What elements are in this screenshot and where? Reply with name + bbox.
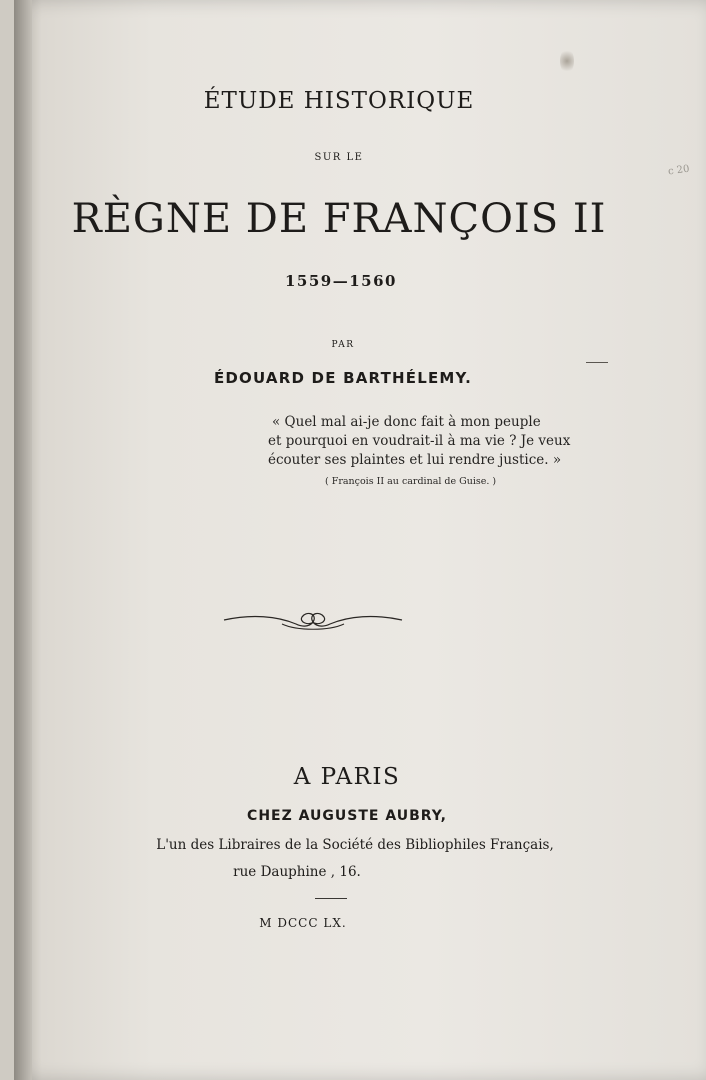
paper-stain <box>560 48 574 74</box>
epigraph-line: écouter ses plaintes et lui rendre justice. » <box>268 452 562 468</box>
pencil-margin-note: c 20 <box>667 163 691 178</box>
ornament-flourish-icon <box>222 604 404 634</box>
title-line-1: ÉTUDE HISTORIQUE <box>203 88 475 114</box>
title-line-2: SUR LE <box>314 152 364 163</box>
imprint-description: L'un des Libraires de la Société des Bibliophiles Français, <box>156 837 554 853</box>
epigraph-line: « Quel mal ai-je donc fait à mon peuple <box>272 414 541 430</box>
reign-dates: 1559—1560 <box>285 272 397 290</box>
ink-mark <box>586 362 608 363</box>
epigraph <box>268 413 571 470</box>
epigraph-attribution: ( François II au cardinal de Guise. ) <box>325 476 497 487</box>
epigraph-line: et pourquoi en voudrait-il à ma vie ? Je veux <box>268 433 571 449</box>
imprint-year: M DCCC LX. <box>259 916 347 930</box>
main-title: RÈGNE DE FRANÇOIS II <box>71 196 607 242</box>
imprint-city: A PARIS <box>293 764 401 790</box>
imprint-divider <box>315 898 347 899</box>
imprint-address: rue Dauphine , 16. <box>233 864 361 880</box>
imprint-publisher: CHEZ AUGUSTE AUBRY, <box>247 808 447 824</box>
by-label: PAR <box>331 340 355 350</box>
author-name: ÉDOUARD DE BARTHÉLEMY. <box>213 369 473 387</box>
